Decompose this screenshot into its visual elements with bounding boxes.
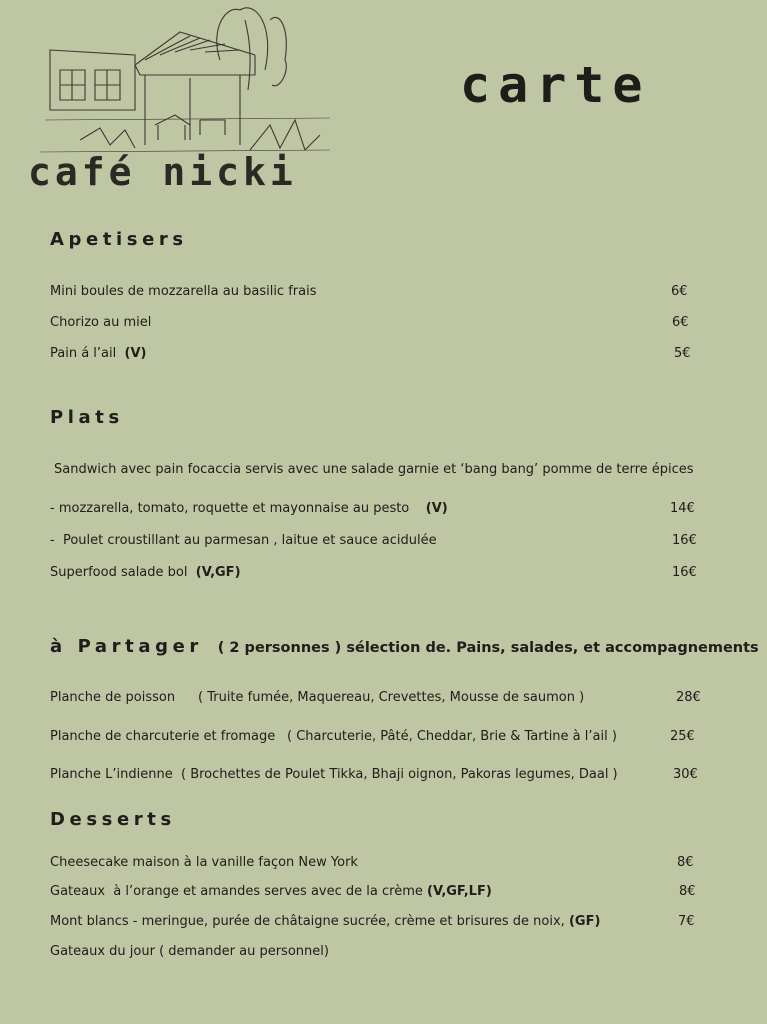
menu-item-name: - mozzarella, tomato, roquette et mayonnaise au pesto: [50, 501, 410, 516]
menu-item-name: Mini boules de mozzarella au basilic frais: [50, 284, 317, 299]
section-heading-apetisers: Apetisers: [50, 229, 188, 250]
menu-item-name: Planche de charcuterie et fromage: [50, 729, 276, 744]
menu-item-price: 16€: [672, 565, 697, 580]
dietary-tag: (GF): [568, 914, 601, 929]
section-heading-desserts: Desserts: [50, 809, 176, 830]
menu-item-price: 7€: [678, 914, 695, 929]
menu-item-price: 28€: [676, 690, 701, 705]
menu-item-price: 8€: [679, 884, 696, 899]
section-heading-text: à Partager: [50, 636, 203, 657]
section-subheading: ( 2 personnes ) sélection de. Pains, salades, et accompagnements: [217, 640, 759, 656]
menu-item-name: Gateaux du jour ( demander au personnel): [50, 944, 329, 959]
menu-item-name: - Poulet croustillant au parmesan , laitue et sauce acidulée: [50, 533, 437, 548]
menu-item-detail: ( Truite fumée, Maquereau, Crevettes, Mousse de saumon ): [198, 690, 585, 705]
menu-item-price: 8€: [677, 855, 694, 870]
menu-item-price: 25€: [670, 729, 695, 744]
menu-item-price: 6€: [672, 315, 689, 330]
menu-item-name: Mont blancs - meringue, purée de châtaigne sucrée, crème et brisures de noix,: [50, 914, 565, 929]
menu-item: [50, 884, 492, 899]
menu-item-name: Planche de poisson: [50, 690, 176, 705]
dietary-tag: (V): [425, 501, 448, 516]
section-intro: Sandwich avec pain focaccia servis avec une salade garnie et ‘bang bang’ pomme de terre épices: [54, 462, 694, 477]
menu-title: carte: [460, 56, 651, 114]
section-heading-partager: [50, 636, 759, 657]
menu-item-price: 6€: [671, 284, 688, 299]
menu-item-detail: ( Brochettes de Poulet Tikka, Bhaji oignon, Pakoras legumes, Daal ): [181, 767, 618, 782]
section-heading-plats: Plats: [50, 407, 124, 428]
menu-item: [50, 914, 600, 929]
menu-item: [50, 565, 241, 580]
menu-item-price: 30€: [673, 767, 698, 782]
menu-item-name: Gateaux à l’orange et amandes serves avec de la crème: [50, 884, 423, 899]
menu-item-name: Chorizo au miel: [50, 315, 152, 330]
menu-item-price: 16€: [672, 533, 697, 548]
dietary-tag: (V): [124, 346, 147, 361]
dietary-tag: (V,GF,LF): [427, 884, 492, 899]
menu-item-price: 5€: [674, 346, 691, 361]
menu-item-name: Planche L’indienne: [50, 767, 173, 782]
menu-item: [50, 346, 146, 361]
pavilion-illustration: [40, 0, 330, 160]
menu-item-name: Pain á l’ail: [50, 346, 117, 361]
menu-item-price: 14€: [670, 501, 695, 516]
menu-item-name: Cheesecake maison à la vanille façon New York: [50, 855, 358, 870]
dietary-tag: (V,GF): [195, 565, 241, 580]
menu-item: [50, 501, 448, 516]
menu-item-detail: ( Charcuterie, Pâté, Cheddar, Brie & Tartine à l’ail ): [287, 729, 617, 744]
menu-item-name: Superfood salade bol: [50, 565, 188, 580]
cafe-name: café nicki: [28, 150, 297, 194]
